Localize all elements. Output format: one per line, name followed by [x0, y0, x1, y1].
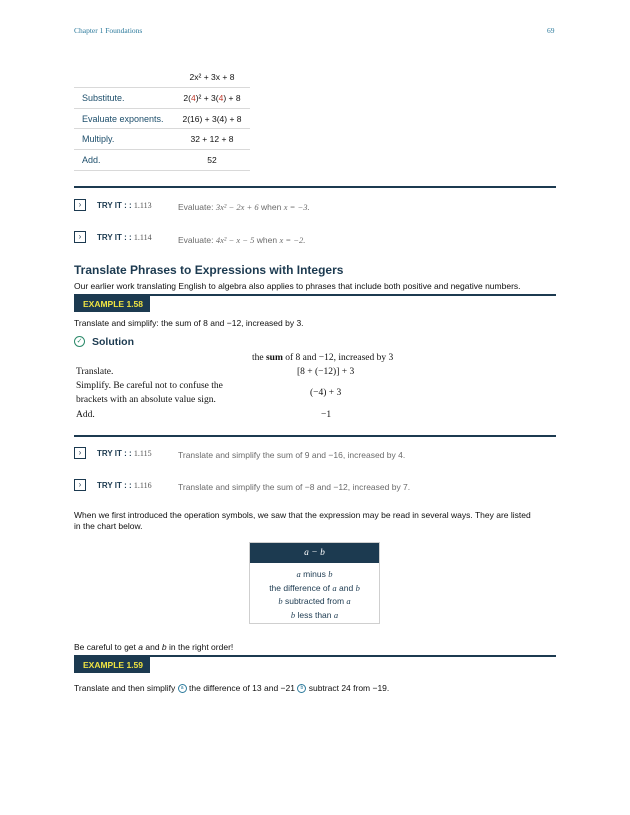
section-rule [74, 435, 556, 437]
example-prompt: Translate and then simplify a the difference of 13 and −21 b subtract 24 from −19. [74, 683, 390, 693]
table-row-value: 32 + 12 + 8 [190, 134, 234, 145]
table-row-label: Add. [82, 155, 101, 166]
chart-row: b subtracted from a [278, 596, 351, 606]
chapter-header: Chapter 1 Foundations [74, 26, 143, 35]
chevron-right-icon[interactable]: › [74, 199, 86, 211]
solution-heading: Solution [92, 336, 134, 348]
section-rule [74, 186, 556, 188]
table-expression-row [74, 70, 250, 87]
table-row-value: 2(16) + 3(4) + 8 [182, 113, 242, 124]
try-it-question: Translate and simplify the sum of 9 and −16, increased by 4. [178, 450, 406, 460]
example-prompt: Translate and simplify: the sum of 8 and −12, increased by 3. [74, 318, 304, 328]
step-value: −1 [321, 410, 332, 420]
chevron-right-icon[interactable]: › [74, 479, 86, 491]
subtraction-chart [249, 542, 380, 624]
table-row [74, 129, 250, 150]
chevron-right-icon[interactable]: › [74, 447, 86, 459]
table-row-label: Multiply. [82, 134, 115, 145]
part-b-marker: b [297, 684, 306, 693]
operation-intro-line: in the chart below. [74, 521, 143, 531]
reminder-text: Be careful to get a and b in the right order! [74, 642, 234, 652]
try-it-label: TRY IT : : 1.114 [97, 233, 152, 242]
try-it-label: TRY IT : : 1.115 [97, 449, 152, 458]
section-intro: Our earlier work translating English to algebra also applies to phrases that include both positive and negative numbers. [74, 281, 521, 291]
table-row-label: Substitute. [82, 93, 125, 103]
step-value: [8 + (−12)] + 3 [297, 367, 355, 377]
table-row [74, 87, 250, 109]
chart-row: b less than a [290, 609, 339, 620]
step-label-continued: brackets with an absolute value sign. [76, 395, 216, 405]
part-a-marker: a [178, 684, 187, 693]
step-label: Add. [76, 410, 95, 420]
evaluation-table [74, 70, 250, 171]
checkmark-icon: ✓ [74, 336, 85, 347]
example-label: EXAMPLE 1.58 [74, 296, 150, 312]
try-it-question: Evaluate: 4x² − x − 5 when x = −2. [178, 235, 306, 245]
table-row-value: 2(4)² + 3(4) + 8 [183, 93, 241, 103]
chart-header: a − b [250, 543, 379, 563]
section-title: Translate Phrases to Expressions with Integers [74, 263, 344, 277]
chart-row: the difference of a and b [269, 582, 360, 593]
example-label: EXAMPLE 1.59 [74, 657, 150, 673]
table-expression: 2x² + 3x + 8 [189, 72, 235, 82]
try-it-label: TRY IT : : 1.116 [97, 481, 152, 490]
try-it-label: TRY IT : : 1.113 [97, 201, 152, 210]
page-number: 69 [547, 26, 555, 35]
step-label: Translate. [76, 367, 114, 377]
operation-intro-line: When we first introduced the operation symbols, we saw that the expression may be read in several ways. They are listed [74, 510, 531, 520]
chevron-right-icon[interactable]: › [74, 231, 86, 243]
step-label: Simplify. Be careful not to confuse the [76, 381, 223, 391]
table-row [74, 109, 250, 130]
chart-row: a minus b [296, 569, 333, 579]
try-it-question: Translate and simplify the sum of −8 and −12, increased by 7. [178, 482, 411, 492]
step-value: (−4) + 3 [310, 388, 342, 398]
table-row [74, 150, 250, 171]
table-row-value: 52 [207, 155, 217, 166]
table-row-label: Evaluate exponents. [82, 113, 164, 124]
try-it-question: Evaluate: 3x² − 2x + 6 when x = −3. [178, 202, 310, 212]
solution-phrase: the sum of 8 and −12, increased by 3 [252, 353, 394, 363]
